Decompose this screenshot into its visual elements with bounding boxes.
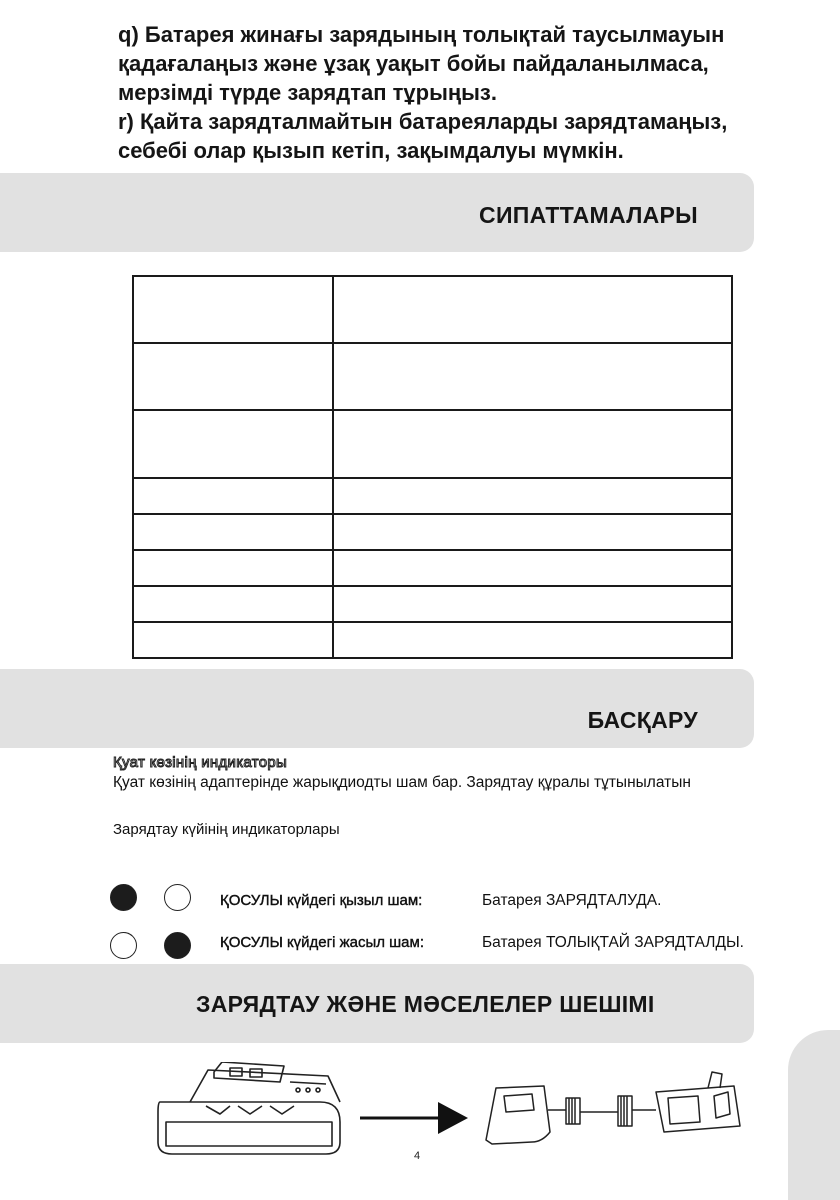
specs-section-band xyxy=(0,173,754,252)
indicator-description: Батарея ЗАРЯДТАЛУДА. xyxy=(482,892,662,909)
table-cell xyxy=(133,343,333,410)
table-cell xyxy=(333,550,732,586)
table-cell xyxy=(133,622,333,658)
table-row xyxy=(133,586,732,622)
intro-text xyxy=(118,20,818,165)
table-row xyxy=(133,478,732,514)
page-number: 4 xyxy=(414,1150,421,1162)
control-section-title: БАСҚАРУ xyxy=(587,707,698,733)
indicator-description: Батарея ТОЛЫҚТАЙ ЗАРЯДТАЛДЫ. xyxy=(482,934,744,951)
green-lamp-on-icon xyxy=(164,932,191,959)
table-row xyxy=(133,276,732,343)
red-lamp-on-icon xyxy=(110,884,137,911)
table-row xyxy=(133,550,732,586)
charging-section-band xyxy=(0,964,754,1043)
intro-line: мерзімді түрде зарядтап тұрыңыз. xyxy=(118,80,497,105)
power-indicator-text: Қуат көзінің адаптерінде жарықдиодты шам бар. Зарядтау құралы тұтынылатын xyxy=(113,774,691,791)
intro-line: қадағалаңыз және ұзақ уақыт бойы пайдаланылмаса, xyxy=(118,51,709,76)
charging-section-title: ЗАРЯДТАУ ЖӘНЕ МӘСЕЛЕЛЕР ШЕШІМІ xyxy=(196,991,655,1017)
table-cell xyxy=(133,514,333,550)
control-section-band xyxy=(0,669,754,748)
table-row xyxy=(133,410,732,478)
table-cell xyxy=(333,410,732,478)
lamp-off-icon xyxy=(110,932,137,959)
specs-section-title: СИПАТТАМАЛАРЫ xyxy=(479,202,698,228)
indicator-state-label: ҚОСУЛЫ күйдегі жасыл шам: xyxy=(220,934,425,951)
table-cell xyxy=(333,514,732,550)
table-cell xyxy=(333,586,732,622)
side-page-tab xyxy=(788,1030,840,1200)
table-cell xyxy=(333,276,732,343)
table-cell xyxy=(333,622,732,658)
lamp-off-icon xyxy=(164,884,191,911)
table-cell xyxy=(133,276,333,343)
indicator-state-label: ҚОСУЛЫ күйдегі қызыл шам: xyxy=(220,892,423,909)
intro-line: q) Батарея жинағы зарядының толықтай таусылмауын xyxy=(118,22,725,47)
charge-indicators-heading: Зарядтау күйінің индикаторлары xyxy=(113,821,340,838)
intro-line: r) Қайта зарядталмайтын батареяларды зарядтамаңыз, xyxy=(118,109,728,134)
table-cell xyxy=(133,410,333,478)
table-cell xyxy=(333,478,732,514)
table-row xyxy=(133,343,732,410)
intro-line: себебі олар қызып кетіп, зақымдалуы мүмкін. xyxy=(118,138,624,163)
table-cell xyxy=(133,550,333,586)
table-cell xyxy=(333,343,732,410)
table-row xyxy=(133,514,732,550)
table-row xyxy=(133,622,732,658)
battery-pack-icon xyxy=(150,1062,350,1158)
arrow-right-icon xyxy=(360,1100,470,1136)
table-cell xyxy=(133,478,333,514)
specs-table xyxy=(132,275,733,659)
power-indicator-heading: Қуат көзінің индикаторы xyxy=(113,754,288,771)
table-cell xyxy=(133,586,333,622)
charger-adapter-icon xyxy=(482,1070,754,1150)
